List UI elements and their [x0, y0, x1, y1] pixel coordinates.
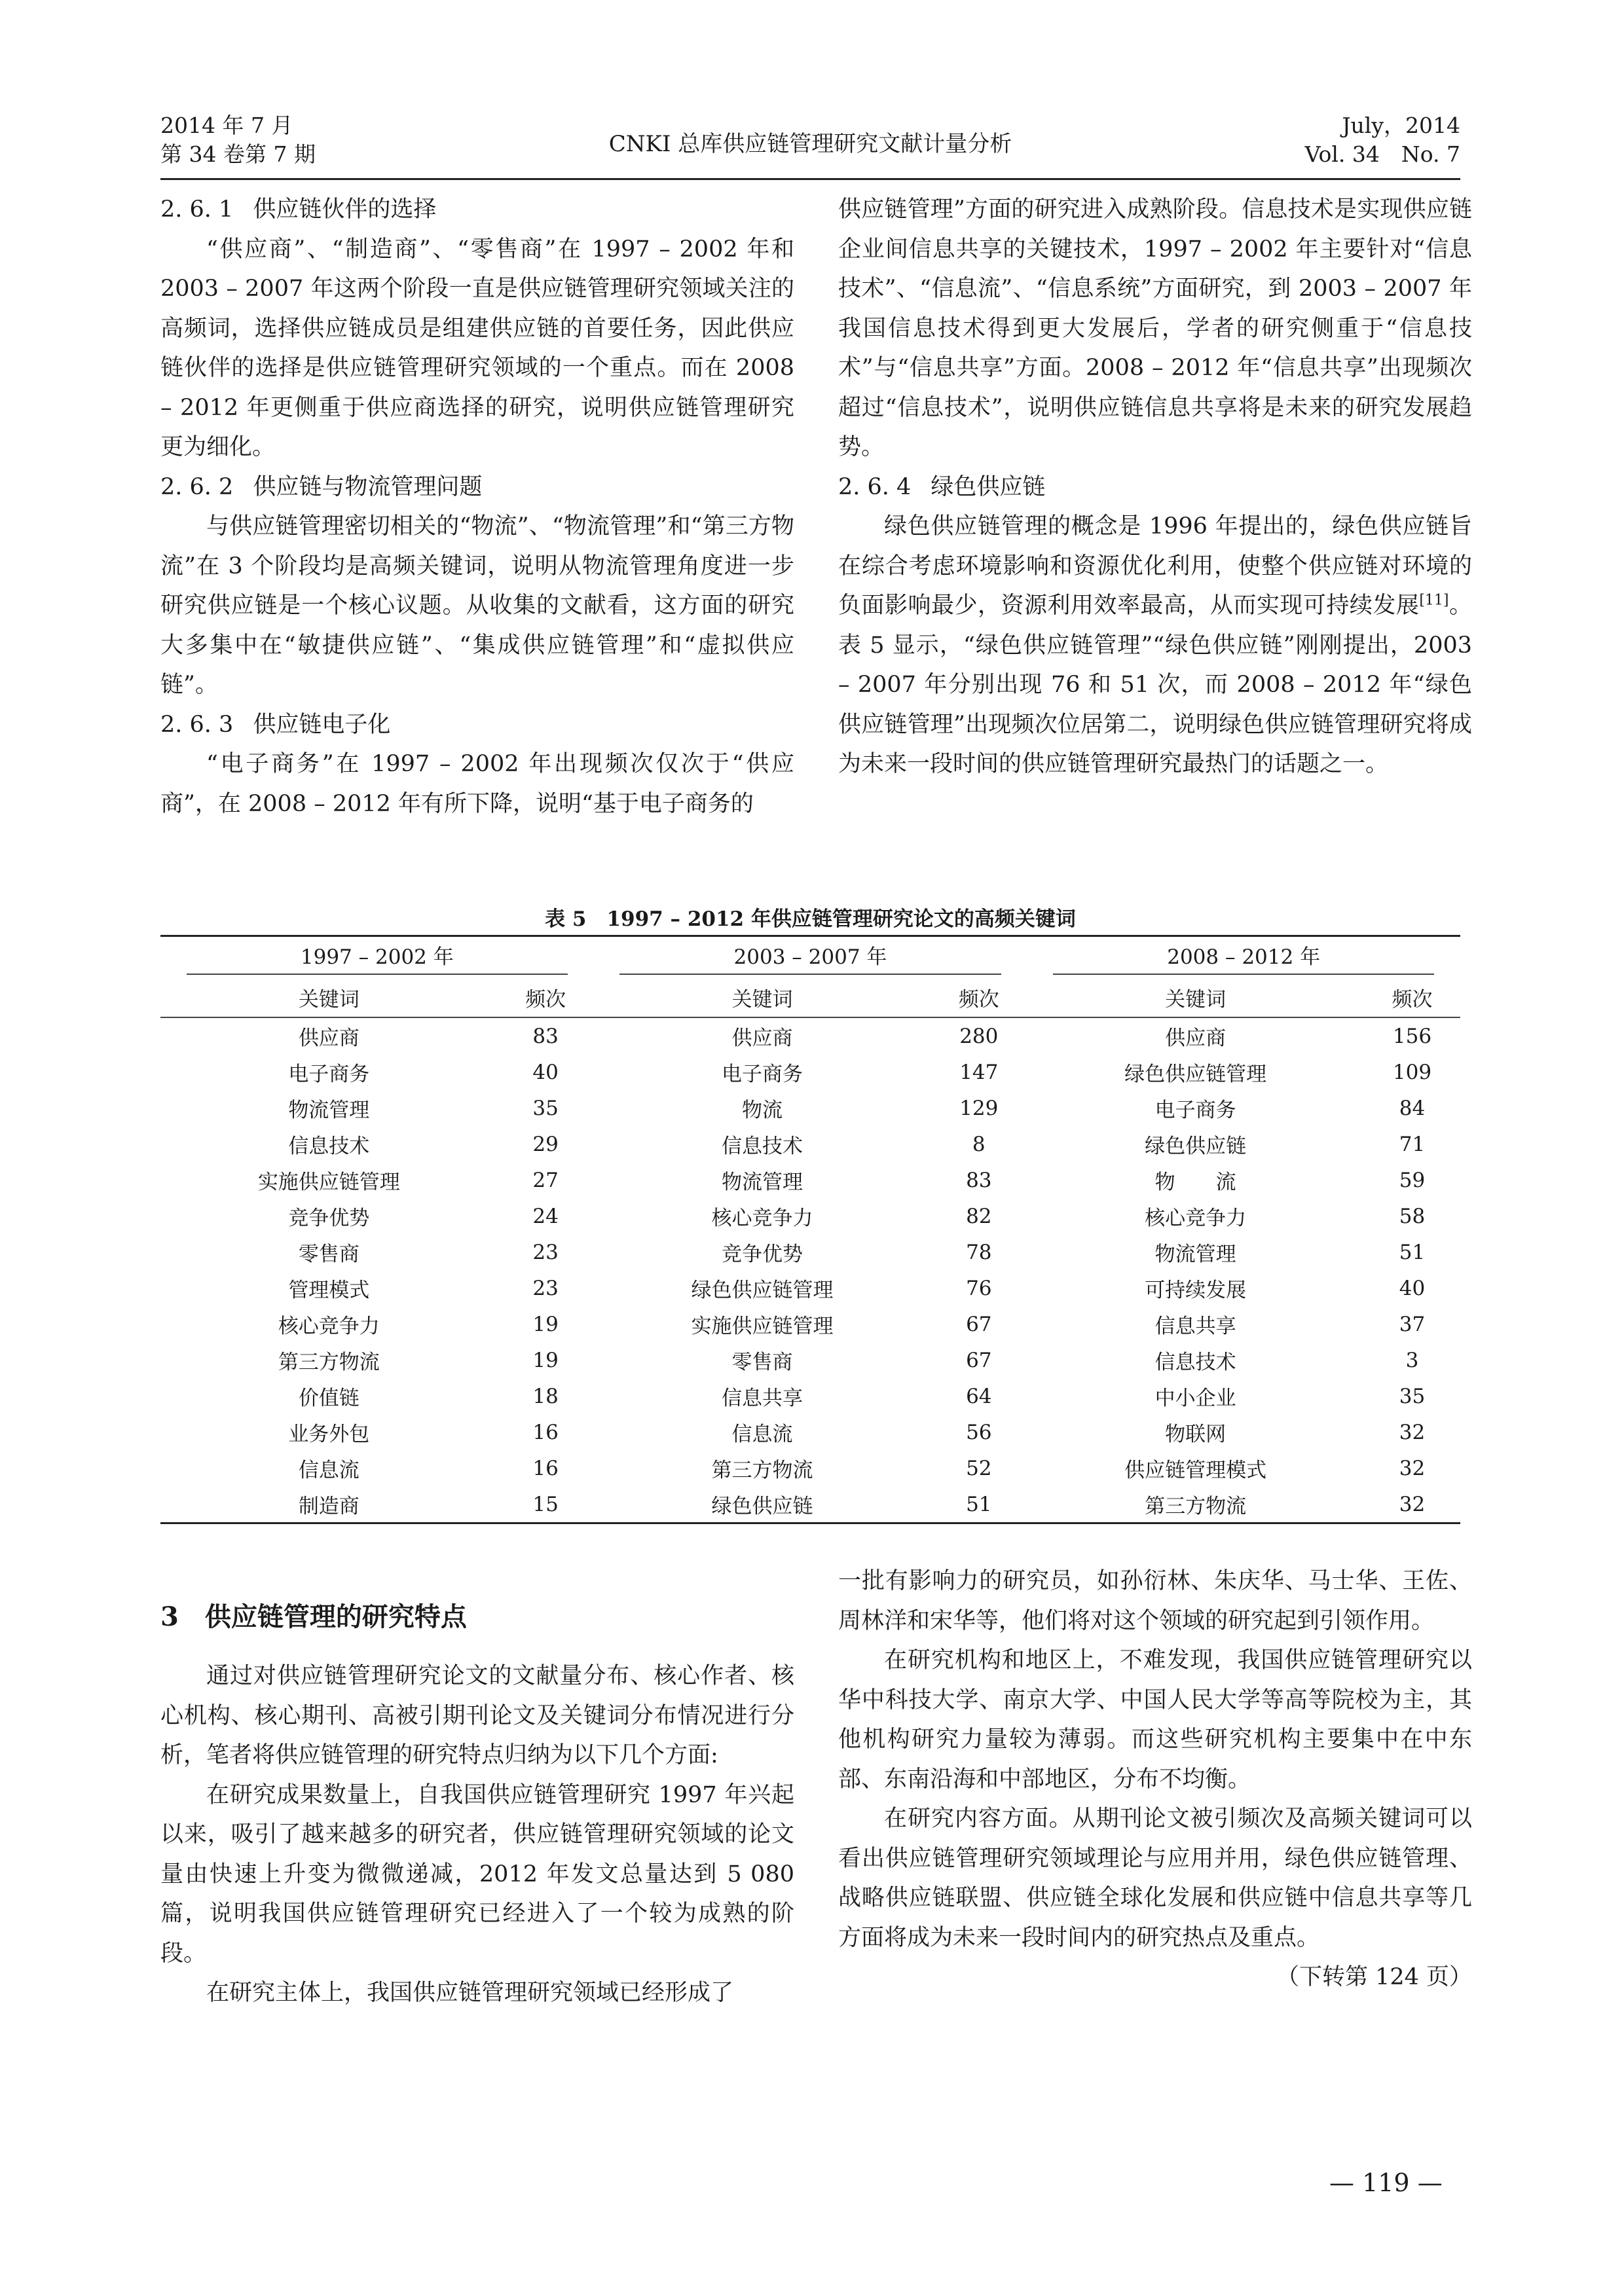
- keyword-cell: 第三方物流: [711, 1459, 813, 1482]
- paragraph: “电子商务”在 1997 – 2002 年出现频次仅次于“供应商”，在 2008 – 2012 年有所下降，说明“基于电子商务的: [160, 751, 794, 817]
- section-number: 2. 6. 1: [160, 196, 234, 223]
- left-column-top: [160, 190, 794, 824]
- continued-note: （下转第 124 页）: [1276, 1964, 1472, 1990]
- frequency-cell: 19: [532, 1348, 559, 1372]
- keyword-cell: 电子商务: [288, 1063, 370, 1086]
- frequency-cell: 35: [532, 1096, 559, 1120]
- table-row: [160, 1306, 1460, 1342]
- header-article-title: CNKI 总库供应链管理研究文献计量分析: [608, 131, 1012, 157]
- keyword-cell: 实施供应链管理: [691, 1315, 834, 1338]
- right-column-top: [838, 190, 1472, 784]
- keyword-cell: 第三方物流: [278, 1351, 380, 1374]
- keyword-cell: 中小企业: [1154, 1387, 1236, 1410]
- frequency-cell: 78: [966, 1240, 992, 1264]
- table-row: [160, 1162, 1460, 1198]
- section-2-6-1-heading: [160, 190, 794, 230]
- frequency-cell: 40: [1399, 1276, 1426, 1300]
- section-number: 3: [160, 1601, 179, 1632]
- frequency-cell: 15: [498, 1486, 594, 1523]
- frequency-cell: 40: [532, 1060, 559, 1084]
- section-2-6-3-heading: [160, 705, 794, 745]
- period-header: [594, 936, 1027, 978]
- paragraph: [838, 507, 1472, 784]
- keyword-cell: 竞争优势: [288, 1207, 370, 1230]
- frequency-cell: 71: [1399, 1132, 1426, 1156]
- table-row: [160, 1450, 1460, 1486]
- paragraph: 在研究内容方面。从期刊论文被引频次及高频关键词可以看出供应链管理研究领域理论与应用并用，绿色供应链管理、战略供应链联盟、供应链全球化发展和供应链中信息共享等几方面将成为未来一段时间内的研究热点及重点。: [838, 1806, 1472, 1951]
- frequency-cell: 280: [959, 1024, 999, 1048]
- keyword-cell: 核心竞争力: [1145, 1207, 1247, 1230]
- keyword-cell: 物联网: [1165, 1423, 1227, 1446]
- frequency-cell: 23: [532, 1276, 559, 1300]
- section-number: 2. 6. 4: [838, 473, 912, 500]
- frequency-cell: 18: [532, 1384, 559, 1408]
- table-row: [160, 1090, 1460, 1126]
- frequency-cell: 32: [1364, 1486, 1460, 1523]
- frequency-cell: 35: [1399, 1384, 1426, 1408]
- period-header: [160, 936, 594, 978]
- column-header-keyword: 关键词: [1027, 977, 1364, 1017]
- keyword-cell: 管理模式: [288, 1279, 370, 1302]
- column-header-frequency: 频次: [931, 977, 1027, 1017]
- section-title: 绿色供应链: [931, 473, 1046, 500]
- keyword-cell: 实施供应链管理: [257, 1171, 400, 1194]
- keyword-cell: 电子商务: [721, 1063, 803, 1086]
- frequency-cell: 37: [1399, 1312, 1426, 1336]
- keyword-cell: 物流管理: [288, 1099, 370, 1122]
- paragraph-text: 绿色供应链管理的概念是 1996 年提出的，绿色供应链旨在综合考虑环境影响和资源优化利用，使整个供应链对环境的负面影响最少，资源利用效率最高，从而实现可持续发展: [838, 513, 1472, 619]
- frequency-cell: 82: [966, 1204, 992, 1228]
- frequency-cell: 16: [532, 1420, 559, 1444]
- period-header-row: [160, 936, 1460, 978]
- frequency-cell: 19: [532, 1312, 559, 1336]
- keyword-cell: 零售商: [731, 1351, 793, 1374]
- frequency-cell: 52: [966, 1456, 992, 1480]
- section-2-6-4-heading: [838, 467, 1472, 507]
- frequency-cell: 84: [1399, 1096, 1426, 1120]
- table-row: [160, 1017, 1460, 1054]
- frequency-cell: 32: [1399, 1420, 1426, 1444]
- frequency-cell: 51: [1399, 1240, 1426, 1264]
- paragraph-continued: 一批有影响力的研究员，如孙衍林、朱庆华、马士华、王佐、周林洋和宋华等，他们将对这个领域的研究起到引领作用。: [838, 1568, 1472, 1634]
- table-row: [160, 1378, 1460, 1414]
- table-row: [160, 1054, 1460, 1090]
- table-row: [160, 1126, 1460, 1162]
- paragraph: “供应商”、“制造商”、“零售商”在 1997 – 2002 年和 2003 – 2007 年这两个阶段一直是供应链管理研究领域关注的高频词，选择供应链成员是组建供应链的首要任务，因此供应链伙伴的选择是供应链管理研究领域的一个重点。而在 2008 – 2012 年更侧重于供应商选择的研究，说明供应链管理研究更为细化。: [160, 236, 794, 460]
- keyword-cell: 价值链: [298, 1387, 360, 1410]
- frequency-cell: 24: [532, 1204, 559, 1228]
- period-label: 1997 – 2002 年: [187, 940, 568, 975]
- keyword-cell: 信息流: [298, 1459, 360, 1482]
- frequency-cell: 147: [959, 1060, 999, 1084]
- section-3-heading: [160, 1597, 794, 1637]
- keyword-cell: 核心竞争力: [278, 1315, 380, 1338]
- keyword-cell: 电子商务: [1154, 1099, 1236, 1122]
- frequency-cell: 64: [966, 1384, 992, 1408]
- paragraph: 与供应链管理密切相关的“物流”、“物流管理”和“第三方物流”在 3 个阶段均是高频关键词，说明从物流管理角度进一步研究供应链是一个核心议题。从收集的文献看，这方面的研究大多集中在“敏捷供应链”、“集成供应链管理”和“虚拟供应链”。: [160, 513, 794, 698]
- keyword-cell: 物 流: [1154, 1171, 1236, 1194]
- column-header-frequency: 频次: [1364, 977, 1460, 1017]
- keyword-cell: 物流管理: [1154, 1243, 1236, 1266]
- keyword-cell: 物流管理: [721, 1171, 803, 1194]
- page-number: — 119 —: [1329, 2168, 1443, 2197]
- section-title: 供应链管理的研究特点: [204, 1601, 467, 1632]
- frequency-cell: 58: [1399, 1204, 1426, 1228]
- frequency-cell: 8: [972, 1132, 986, 1156]
- frequency-cell: 32: [1399, 1456, 1426, 1480]
- keyword-cell: 物流: [741, 1099, 783, 1122]
- table-row: [160, 1486, 1460, 1523]
- paragraph-text: 。表 5 显示，“绿色供应链管理”“绿色供应链”刚刚提出，2003 – 2007 年分别出现 76 和 51 次，而 2008 – 2012 年“绿色供应链管理”出现频次位居第二，说明绿色供应链管理研究将成为未来一段时间的供应链管理研究最热门的话题之一。: [838, 592, 1472, 777]
- frequency-cell: 83: [532, 1024, 559, 1048]
- keyword-cell: 第三方物流: [1027, 1486, 1364, 1523]
- frequency-cell: 83: [966, 1168, 992, 1192]
- keyword-cell: 绿色供应链管理: [691, 1279, 834, 1302]
- running-header: [160, 111, 1460, 170]
- frequency-cell: 16: [532, 1456, 559, 1480]
- section-2-6-2-heading: [160, 467, 794, 507]
- period-header: [1027, 936, 1460, 978]
- frequency-cell: 67: [966, 1348, 992, 1372]
- keyword-cell: 信息共享: [1154, 1315, 1236, 1338]
- table-row: [160, 1342, 1460, 1378]
- header-volume-en: Vol. 34 No. 7: [1304, 141, 1460, 167]
- column-header-keyword: 关键词: [594, 977, 931, 1017]
- keyword-cell: 信息共享: [721, 1387, 803, 1410]
- frequency-cell: 23: [532, 1240, 559, 1264]
- frequency-cell: 129: [959, 1096, 999, 1120]
- frequency-cell: 51: [931, 1486, 1027, 1523]
- frequency-cell: 59: [1399, 1168, 1426, 1192]
- frequency-cell: 67: [966, 1312, 992, 1336]
- table-row: [160, 1234, 1460, 1270]
- keyword-table: [160, 935, 1460, 1524]
- column-header-keyword: 关键词: [160, 977, 498, 1017]
- keyword-cell: 零售商: [298, 1243, 360, 1266]
- header-volume-cn: 第 34 卷第 7 期: [160, 141, 316, 167]
- column-header-frequency: 频次: [498, 977, 594, 1017]
- period-label: 2008 – 2012 年: [1053, 940, 1434, 975]
- keyword-cell: 制造商: [160, 1486, 498, 1523]
- paragraph: 通过对供应链管理研究论文的文献量分布、核心作者、核心机构、核心期刊、高被引期刊论文及关键词分布情况进行分析，笔者将供应链管理的研究特点归纳为以下几个方面:: [160, 1663, 794, 1768]
- keyword-cell: 信息技术: [288, 1135, 370, 1158]
- keyword-cell: 供应链管理模式: [1124, 1459, 1267, 1482]
- section-number: 2. 6. 2: [160, 473, 234, 500]
- paragraph: 在研究主体上，我国供应链管理研究领域已经形成了: [206, 1980, 734, 2006]
- frequency-cell: 109: [1392, 1060, 1432, 1084]
- keyword-cell: 可持续发展: [1145, 1279, 1247, 1302]
- frequency-cell: 29: [532, 1132, 559, 1156]
- header-rule: [160, 178, 1460, 180]
- left-column-bottom: [160, 1571, 794, 2013]
- keyword-cell: 信息流: [731, 1423, 793, 1446]
- citation-reference: [11]: [1419, 592, 1449, 609]
- header-date-en: July，2014: [1342, 113, 1460, 138]
- period-label: 2003 – 2007 年: [619, 940, 1001, 975]
- keyword-cell: 供应商: [731, 1027, 793, 1050]
- header-date: 2014 年 7 月: [160, 113, 293, 138]
- keyword-cell: 绿色供应链: [1145, 1135, 1247, 1158]
- frequency-cell: 56: [966, 1420, 992, 1444]
- table-row: [160, 1198, 1460, 1234]
- table-row: [160, 1414, 1460, 1450]
- keyword-cell: 信息技术: [721, 1135, 803, 1158]
- keyword-cell: 核心竞争力: [711, 1207, 813, 1230]
- keyword-cell: 绿色供应链: [594, 1486, 931, 1523]
- section-title: 供应链伙伴的选择: [253, 196, 437, 223]
- section-number: 2. 6. 3: [160, 711, 234, 738]
- keyword-cell: 业务外包: [288, 1423, 370, 1446]
- frequency-cell: 3: [1405, 1348, 1419, 1372]
- table-row: [160, 1270, 1460, 1306]
- table-caption: 表 5 1997 – 2012 年供应链管理研究论文的高频关键词: [545, 907, 1076, 931]
- keyword-cell: 绿色供应链管理: [1124, 1063, 1267, 1086]
- keyword-cell: 信息技术: [1154, 1351, 1236, 1374]
- right-column-bottom: [838, 1561, 1472, 1997]
- keyword-cell: 竞争优势: [721, 1243, 803, 1266]
- column-header-row: [160, 977, 1460, 1017]
- section-title: 供应链与物流管理问题: [253, 473, 483, 500]
- header-issue-en: [1305, 111, 1460, 169]
- frequency-cell: 27: [532, 1168, 559, 1192]
- paragraph: 在研究成果数量上，自我国供应链管理研究 1997 年兴起以来，吸引了越来越多的研究者，供应链管理研究领域的论文量由快速上升变为微微递减，2012 年发文总量达到 5 080篇，说明我国供应链管理研究已经进入了一个较为成熟的阶段。: [160, 1781, 794, 1967]
- frequency-cell: 156: [1392, 1024, 1432, 1048]
- section-title: 供应链电子化: [253, 711, 391, 738]
- keyword-cell: 供应商: [298, 1027, 360, 1050]
- paragraph-continued: 供应链管理”方面的研究进入成熟阶段。信息技术是实现供应链企业间信息共享的关键技术，1997 – 2002 年主要针对“信息技术”、“信息流”、“信息系统”方面研究，到 2003 – 2007 年我国信息技术得到更大发展后，学者的研究侧重于“信息技术”与“信息共享”方面。2008 – 2012 年“信息共享”出现频次超过“信息技术”，说明供应链信息共享将是未来的研究发展趋势。: [838, 196, 1472, 460]
- frequency-cell: 76: [966, 1276, 992, 1300]
- keyword-cell: 供应商: [1165, 1027, 1227, 1050]
- paragraph: 在研究机构和地区上，不难发现，我国供应链管理研究以华中科技大学、南京大学、中国人民大学等高等院校为主，其他机构研究力量较为薄弱。而这些研究机构主要集中在中东部、东南沿海和中部地区，分布不均衡。: [838, 1647, 1472, 1793]
